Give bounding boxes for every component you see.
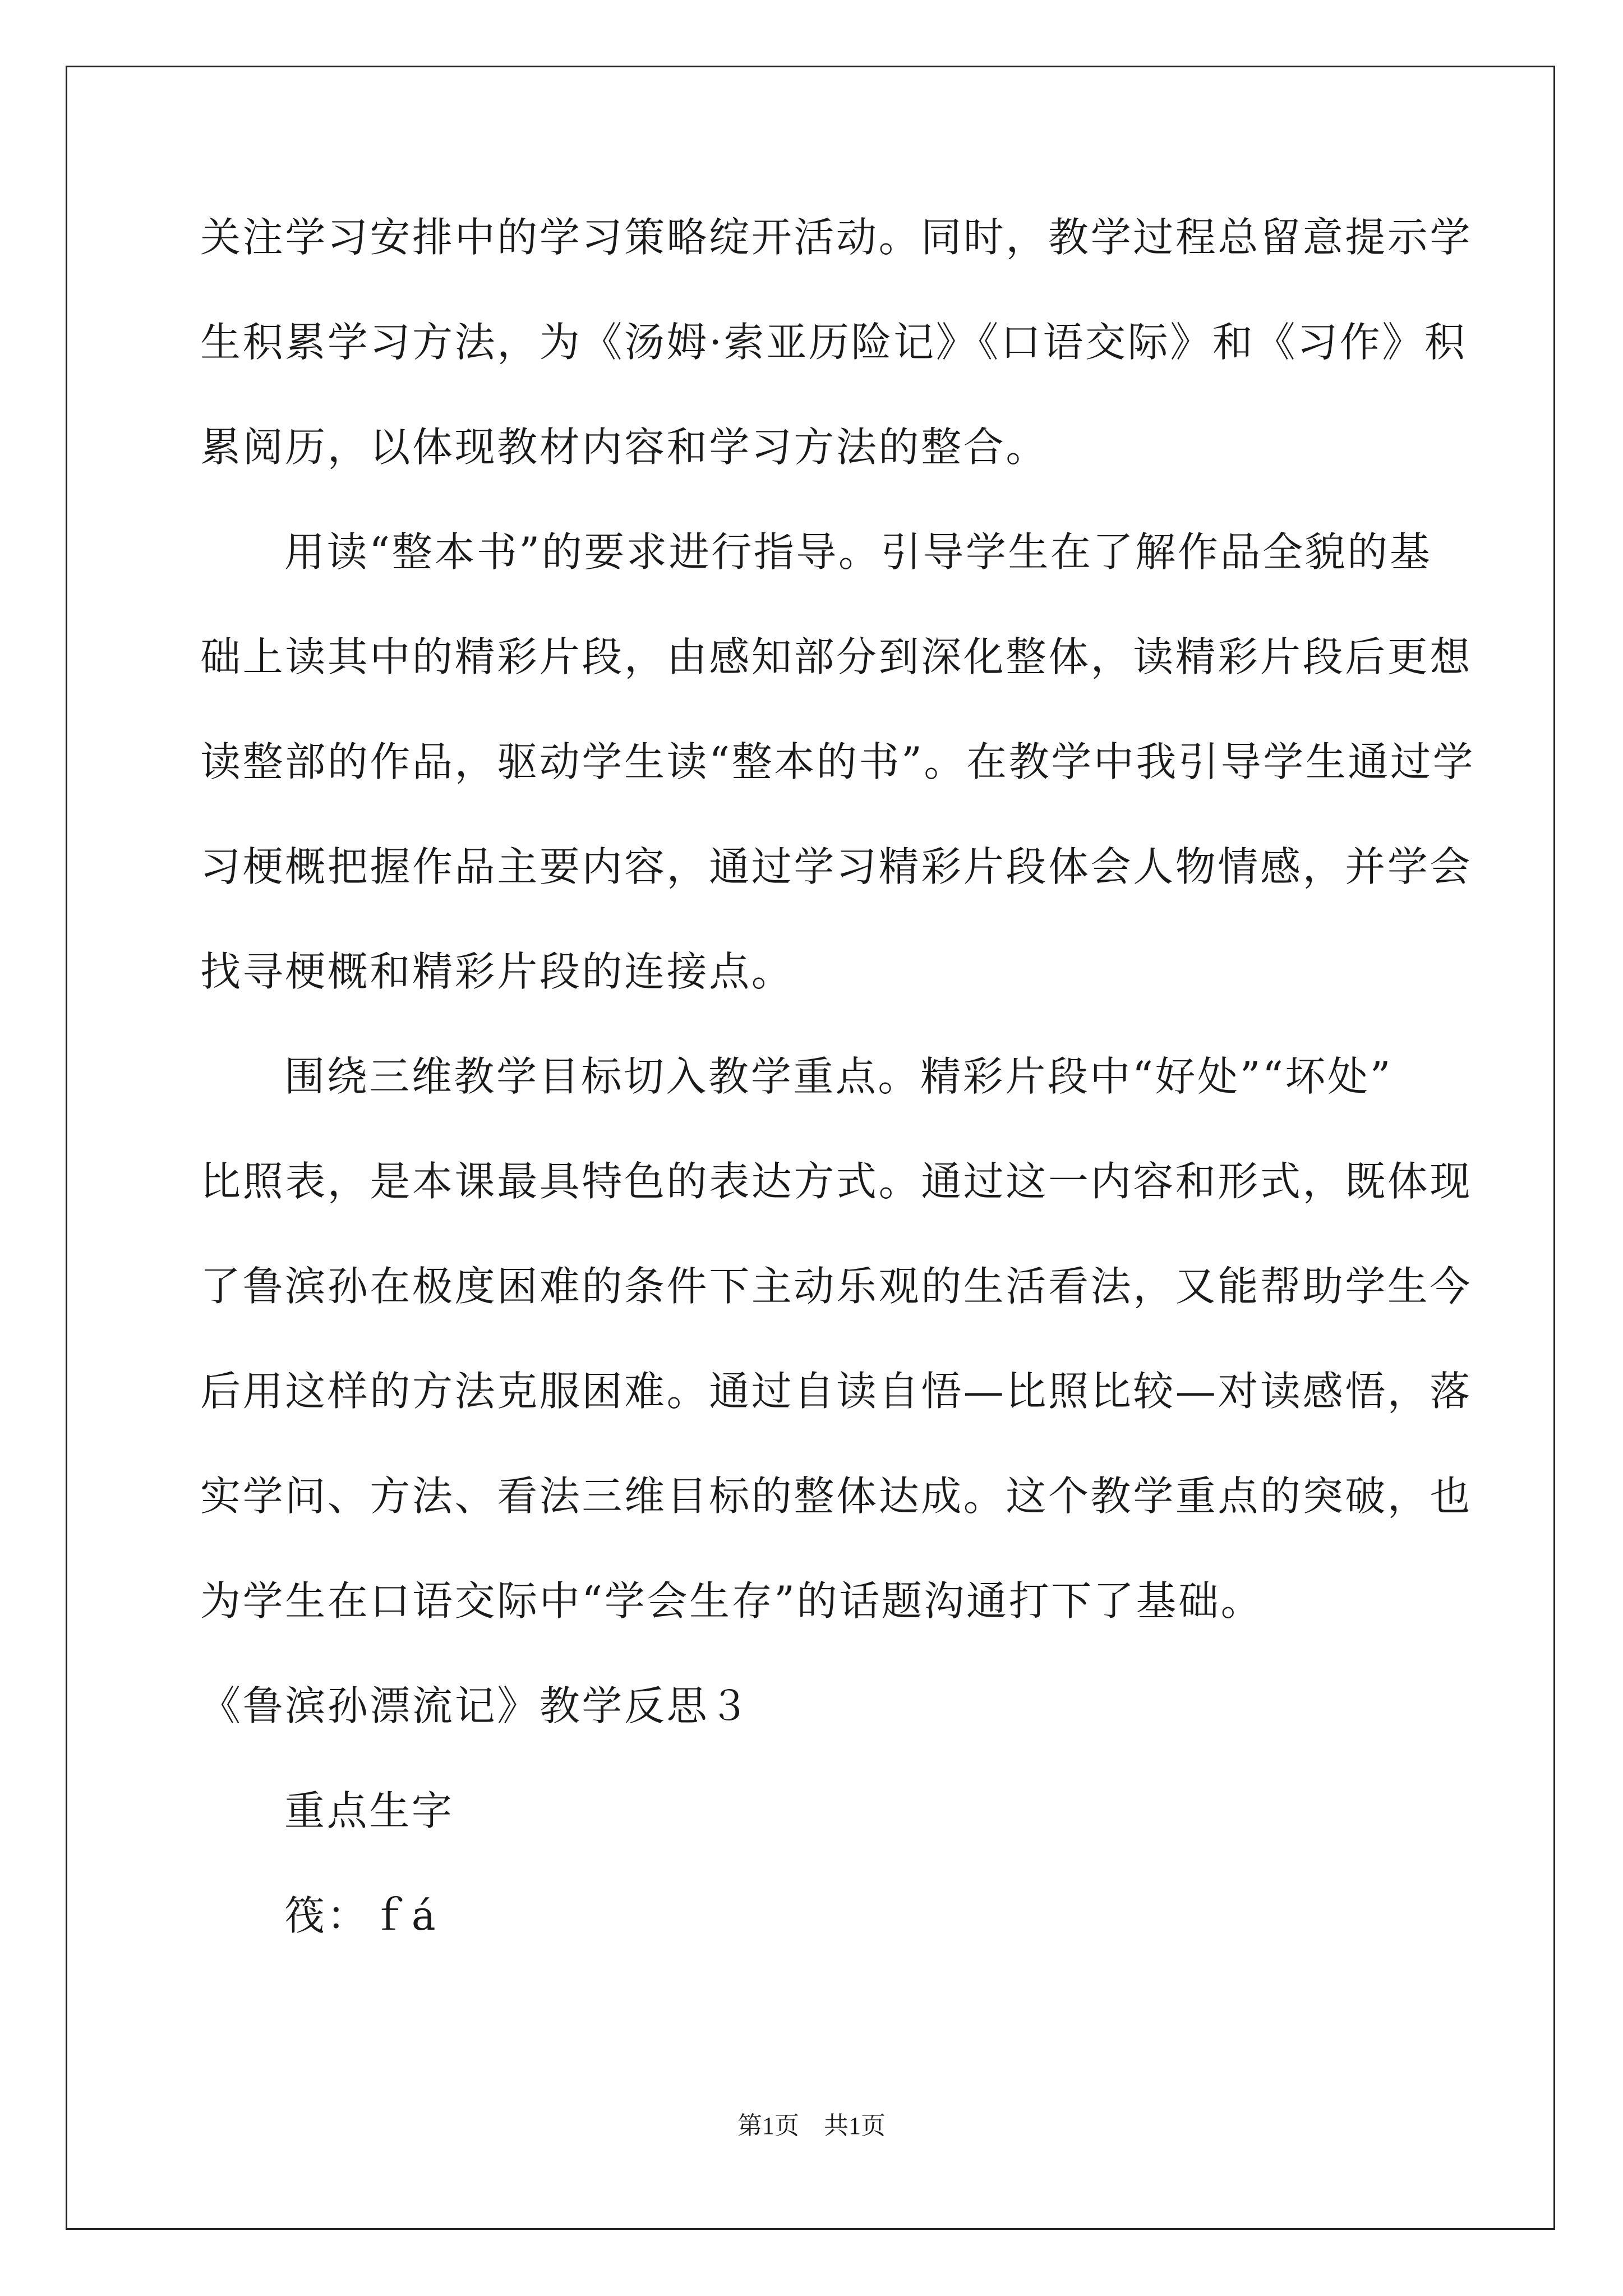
document-body	[200, 185, 1476, 1968]
paragraph-line: 实学问、方法、看法三维目标的整体达成。这个教学重点的突破，也	[200, 1473, 1473, 1520]
paragraph-line: 比照表，是本课最具特色的表达方式。通过这一内容和形式，既体现	[200, 1158, 1473, 1205]
paragraph-line: 累阅历，以体现教材内容和学习方法的整合。	[200, 424, 1049, 471]
section-heading: 《鲁滨孙漂流记》教学反思３	[200, 1682, 751, 1729]
paragraph-line: 为学生在口语交际中“学会生存”的话题沟通打下了基础。	[200, 1577, 1264, 1625]
paragraph-line: 了鲁滨孙在极度困难的条件下主动乐观的生活看法，又能帮助学生今	[200, 1263, 1473, 1310]
vocabulary-entry: 筏：ｆá	[284, 1892, 438, 1939]
paragraph-line: 习梗概把握作品主要内容，通过学习精彩片段体会人物情感，并学会	[200, 843, 1473, 890]
paragraph-line: 生积累学习方法，为《汤姆·索亚历险记》《口语交际》和《习作》积	[200, 319, 1467, 366]
paragraph-line: 找寻梗概和精彩片段的连接点。	[200, 948, 794, 995]
paragraph-line: 用读“整本书”的要求进行指导。引导学生在了解作品全貌的基	[284, 528, 1432, 576]
paragraph-line: 围绕三维教学目标切入教学重点。精彩片段中“好处”“坏处”	[284, 1053, 1393, 1100]
paragraph-line: 读整部的作品，驱动学生读“整本的书”。在教学中我引导学生通过学	[200, 738, 1476, 785]
paragraph-line: 关注学习安排中的学习策略绽开活动。同时，教学过程总留意提示学	[200, 214, 1473, 261]
page-number-footer: 第1页 共1页	[737, 2112, 886, 2139]
paragraph-line: 后用这样的方法克服困难。通过自读自悟—比照比较—对读感悟，落	[200, 1368, 1473, 1415]
subheading: 重点生字	[284, 1787, 454, 1834]
paragraph-line: 础上读其中的精彩片段，由感知部分到深化整体，读精彩片段后更想	[200, 633, 1473, 680]
